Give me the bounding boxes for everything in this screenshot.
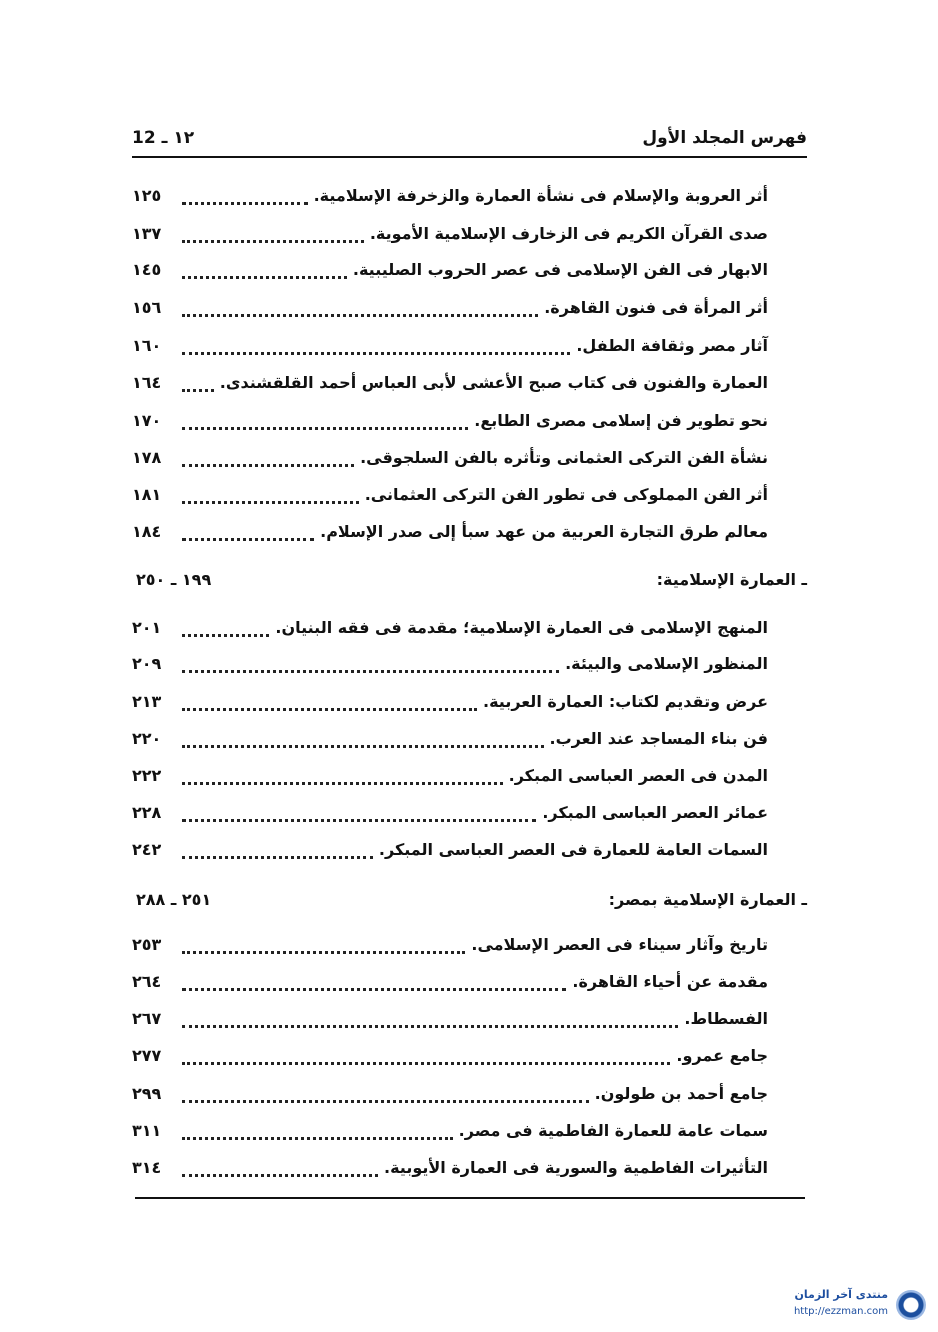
toc-entry-title: أثر المرأة فى فنون القاهرة. xyxy=(544,297,768,317)
section-title: ـ العمارة الإسلامية بمصر: xyxy=(608,890,807,909)
toc-entry xyxy=(132,1115,768,1145)
toc-entry xyxy=(132,929,768,959)
toc-entry-page: ٢٦٧ xyxy=(132,1008,162,1028)
toc-entry-page: ٢٤٢ xyxy=(132,839,162,859)
toc-entry-title: الفسطاط. xyxy=(684,1008,768,1028)
toc-entry-title: المنظور الإسلامى والبيئة. xyxy=(565,653,768,673)
dot-leader xyxy=(182,417,468,430)
toc-entry-title: عرض وتقديم لكتاب: العمارة العربية. xyxy=(483,691,768,711)
dot-leader xyxy=(182,660,559,673)
dot-leader xyxy=(182,342,570,355)
toc-entry-title: نشأة الفن التركى العثمانى وتأثره بالفن السلجوقى. xyxy=(360,447,768,467)
toc-entry-page: ٢١٣ xyxy=(132,691,162,711)
dot-leader xyxy=(182,772,503,785)
toc-entry-title: مقدمة عن أحياء القاهرة. xyxy=(572,971,768,991)
toc-entry xyxy=(132,648,768,678)
toc-entry-page: ١٤٥ xyxy=(132,259,162,279)
toc-entry-page: ٢٢٠ xyxy=(132,728,162,748)
dot-leader xyxy=(182,304,538,317)
toc-entry xyxy=(132,723,768,753)
toc-entry-page: ٢٥٣ xyxy=(132,934,162,954)
toc-entry xyxy=(132,292,768,322)
header-page-number: ١٢ ـ 12 xyxy=(132,128,195,148)
toc-entry xyxy=(132,330,768,360)
toc-entry xyxy=(132,479,768,509)
toc-entry-page: ٢٦٤ xyxy=(132,971,162,991)
toc-entry-page: ١٦٤ xyxy=(132,372,162,392)
toc-entry-page: ١٣٧ xyxy=(132,223,162,243)
toc-entry-page: ١٦٠ xyxy=(132,335,162,355)
toc-entry xyxy=(132,966,768,996)
toc-entry-title: جامع أحمد بن طولون. xyxy=(594,1083,768,1103)
toc-entry-title: أثر الفن المملوكى فى تطور الفن التركى العثمانى. xyxy=(364,484,768,504)
toc-entry-page: ١٨٤ xyxy=(132,521,162,541)
toc-entry xyxy=(132,612,768,642)
section-heading xyxy=(132,566,807,596)
toc-entry xyxy=(132,1152,768,1182)
section-page-range: ١٩٩ ـ ٢٥٠ xyxy=(136,570,212,589)
dot-leader xyxy=(182,1127,453,1140)
dot-leader xyxy=(182,454,354,467)
toc-entry-title: تاريخ وآثار سيناء فى العصر الإسلامى. xyxy=(471,934,768,954)
toc-entry xyxy=(132,180,768,210)
toc-entry-page: ٢٧٧ xyxy=(132,1045,162,1065)
toc-entry-title: السمات العامة للعمارة فى العصر العباسى المبكر. xyxy=(378,839,768,859)
dot-leader xyxy=(182,491,359,504)
toc-entry-page: ٢٢٢ xyxy=(132,765,162,785)
dot-leader xyxy=(182,941,465,954)
dot-leader xyxy=(182,735,544,748)
watermark xyxy=(740,1288,930,1328)
toc-entry xyxy=(132,1040,768,1070)
dot-leader xyxy=(182,192,308,205)
toc-entry xyxy=(132,367,768,397)
toc-entry-title: أثر العروبة والإسلام فى نشأة العمارة والزخرفة الإسلامية. xyxy=(313,185,768,205)
section-page-range: ٢٥١ ـ ٢٨٨ xyxy=(136,890,212,909)
toc-entry xyxy=(132,442,768,472)
toc-entry xyxy=(132,1078,768,1108)
dot-leader xyxy=(182,1164,378,1177)
dot-leader xyxy=(182,978,566,991)
toc-entry-page: ٣١١ xyxy=(132,1120,162,1140)
toc-entry-page: ١٥٦ xyxy=(132,297,162,317)
dot-leader xyxy=(182,1090,589,1103)
dot-leader xyxy=(182,528,314,541)
toc-entry-title: معالم طرق التجارة العربية من عهد سبأ إلى صدر الإسلام. xyxy=(320,521,768,541)
toc-entry-page: ٢٢٨ xyxy=(132,802,162,822)
dot-leader xyxy=(182,1015,678,1028)
toc-entry-title: جامع عمرو. xyxy=(676,1045,768,1065)
toc-entry-title: صدى القرآن الكريم فى الزخارف الإسلامية الأموية. xyxy=(369,223,768,243)
toc-entry-page: ٢٠٩ xyxy=(132,653,162,673)
watermark-name: منتدى آخر الزمان xyxy=(794,1288,888,1301)
toc-entry-page: ١٨١ xyxy=(132,484,162,504)
toc-entry-title: المدن فى العصر العباسى المبكر. xyxy=(508,765,768,785)
toc-entry-page: ٣١٤ xyxy=(132,1157,162,1177)
toc-entry-page: ١٧٠ xyxy=(132,410,162,430)
toc-entry xyxy=(132,760,768,790)
header-rule xyxy=(132,156,807,158)
toc-entry xyxy=(132,254,768,284)
toc-entry-title: سمات عامة للعمارة الفاطمية فى مصر. xyxy=(458,1120,768,1140)
header-title: فهرس المجلد الأول xyxy=(642,128,807,148)
toc-entry xyxy=(132,218,768,248)
toc-entry-title: فن بناء المساجد عند العرب. xyxy=(549,728,768,748)
dot-leader xyxy=(182,266,347,279)
toc-entry-title: العمارة والفنون فى كتاب صبح الأعشى لأبى العباس أحمد القلقشندى. xyxy=(219,372,768,392)
footer-rule xyxy=(135,1197,805,1199)
dot-leader xyxy=(182,624,269,637)
toc-entry-page: ١٢٥ xyxy=(132,185,162,205)
toc-entry xyxy=(132,1003,768,1033)
toc-entry-title: التأثيرات الفاطمية والسورية فى العمارة الأيوبية. xyxy=(384,1157,768,1177)
toc-entry-page: ٢٩٩ xyxy=(132,1083,162,1103)
dot-leader xyxy=(182,698,477,711)
toc-entry xyxy=(132,834,768,864)
running-header xyxy=(132,126,807,156)
watermark-url[interactable]: http://ezzman.com xyxy=(793,1306,888,1317)
dot-leader xyxy=(182,809,536,822)
dot-leader xyxy=(182,230,364,243)
toc-entry xyxy=(132,686,768,716)
toc-entry-title: آثار مصر وثقافة الطفل. xyxy=(576,335,768,355)
toc-entry xyxy=(132,516,768,546)
toc-entry-title: نحو تطوير فن إسلامى مصرى الطابع. xyxy=(474,410,768,430)
section-heading xyxy=(132,886,807,916)
section-title: ـ العمارة الإسلامية: xyxy=(656,570,807,589)
dot-leader xyxy=(182,846,373,859)
toc-entry-title: عمائر العصر العباسى المبكر. xyxy=(542,802,768,822)
toc-entry-title: المنهج الإسلامى فى العمارة الإسلامية؛ مقدمة فى فقه البنيان. xyxy=(275,617,768,637)
forum-logo-icon xyxy=(896,1290,926,1320)
dot-leader xyxy=(182,1052,670,1065)
toc-entry-title: الابهار فى الفن الإسلامى فى عصر الحروب الصليبية. xyxy=(352,259,768,279)
dot-leader xyxy=(182,379,214,392)
toc-entry xyxy=(132,405,768,435)
toc-entry-page: ٢٠١ xyxy=(132,617,162,637)
toc-entry-page: ١٧٨ xyxy=(132,447,162,467)
toc-entry xyxy=(132,797,768,827)
